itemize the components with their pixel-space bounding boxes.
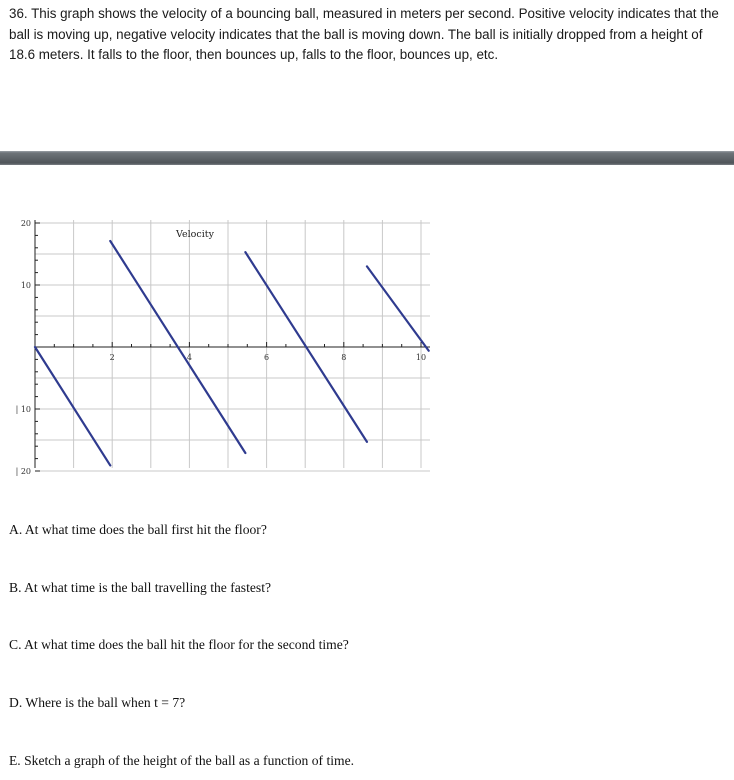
x-tick-label: 2 [109, 353, 115, 362]
velocity-line-segment [35, 347, 110, 465]
velocity-chart [0, 200, 440, 480]
section-divider [0, 151, 734, 165]
y-tick-label: | 20 [15, 467, 31, 476]
question-c: C. At what time does the ball hit the floor for the second time? [9, 637, 349, 652]
velocity-line-segment [367, 266, 429, 350]
y-tick-label: 20 [20, 219, 31, 228]
y-tick-label: | 10 [15, 405, 31, 414]
y-tick-label: 10 [20, 281, 31, 290]
x-tick-label: 6 [264, 353, 270, 362]
question-a: A. At what time does the ball first hit the floor? [9, 522, 267, 537]
question-d: D. Where is the ball when t = 7? [9, 695, 186, 710]
chart-series [35, 241, 429, 465]
question-e: E. Sketch a graph of the height of the ball as a function of time. [9, 753, 355, 768]
question-b: B. At what time is the ball travelling the fastest? [9, 580, 271, 595]
x-tick-label: 4 [186, 353, 192, 362]
chart-title: Velocity [176, 229, 214, 240]
x-tick-label: 8 [341, 353, 347, 362]
problem-statement: 36. This graph shows the velocity of a bouncing ball, measured in meters per second. Positive velocity indicates that the ball is moving up, negative velocity indicates that the ball is moving down. The ball is initially dropped from a height of 18.6 meters. It falls to the floor, then bounces up, falls to the floor, bounces up, etc. [9, 6, 719, 62]
x-tick-label: 10 [415, 353, 427, 362]
